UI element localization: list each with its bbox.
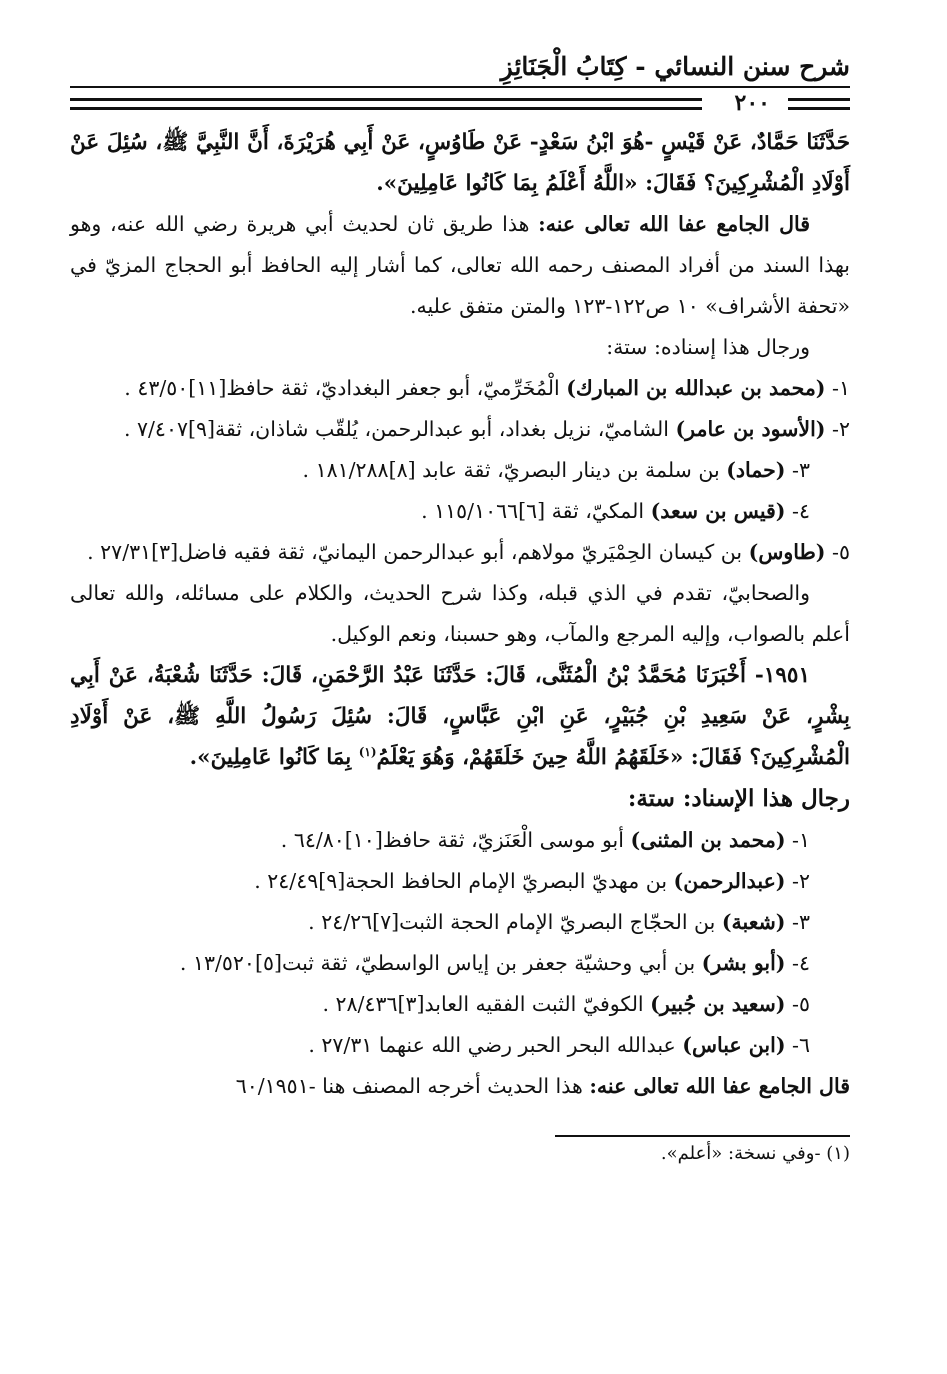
narrator-name: (شعبة) [721,910,786,934]
main-text [70,122,850,1171]
footnote-ref[interactable]: (١) [358,744,377,759]
narrator-number: ١- [792,828,810,852]
narrator-details: بن سلمة بن دينار البصريّ، ثقة عابد [٨]١٨١/٢٨٨ . [302,458,727,482]
narrator-name: (سعيد بن جُبير) [650,992,786,1016]
narrator-name: (محمد بن عبدالله بن المبارك) [566,376,826,400]
narrator-item [70,532,850,573]
narrator-details: الْمُخَرِّميّ، أبو جعفر البغداديّ، ثقة حافظ[١١]٤٣/٥٠ . [124,376,567,400]
narrator-item [70,1025,850,1066]
narrator-details: بن أبي وحشيّة جعفر بن إياس الواسطيّ، ثقة ثبت[٥]١٣/٥٢٠ . [179,951,702,975]
narrator-item [70,902,850,943]
commentary-2 [70,1066,850,1107]
narrator-item [70,368,850,409]
commentary-1-text: هذا طريق ثان لحديث أبي هريرة رضي الله عنه، وهو بهذا السند من أفراد المصنف رحمه الله تعالى، كما أشار إليه الحافظ أبو الحجاج المزيّ في «تحفة الأشراف» ١٠ ص١٢٢-١٢٣ والمتن متفق عليه. [70,212,850,318]
page-number-row [70,92,850,122]
narrator-name: (ابن عباس) [682,1033,786,1057]
narrator-number: ٣- [792,910,810,934]
running-head: شرح سنن النسائي - كِتَابُ الْجَنَائِزِ [500,52,850,81]
narrator-number: ١- [832,376,850,400]
narrator-item [70,943,850,984]
hadith-2-text-end: بِمَا كَانُوا عَامِلِينَ». [189,745,359,770]
narrator-details: الشاميّ، نزيل بغداد، أبو عبدالرحمن، يُلقّب شاذان، ثقة[٩]٧/٤٠٧ . [123,417,676,441]
header-rule [70,86,850,88]
narrator-item [70,409,850,450]
footnote: (١) -وفي نسخة: «أعلم». [660,1143,850,1164]
narrator-details: المكيّ، ثقة [٦]١١٥/١٠٦٦ . [421,499,651,523]
narrator-name: (أبو بشر) [701,951,786,975]
narrator-name: (عبدالرحمن) [673,869,786,893]
narrator-details: بن كيسان الحِمْيَريّ مولاهم، أبو عبدالرحمن اليمانيّ، ثقة فقيه فاضل[٣]٢٧/٣١ . [87,540,749,564]
narrator-number: ٥- [792,992,810,1016]
narrator-details: الكوفيّ الثبت الفقيه العابد[٣]٢٨/٤٣٦ . [322,992,651,1016]
narrator-details: بن الحجّاج البصريّ الإمام الحجة الثبت[٧]٢٤/٢٦ . [308,910,722,934]
narrator-details: أبو موسى الْعَنَزيّ، ثقة حافظ[١٠]٦٤/٨٠ . [280,828,631,852]
commentary-1 [70,204,850,327]
narrator-number: ٢- [832,417,850,441]
narrator-item [70,861,850,902]
narrator-item [70,820,850,861]
ornament-bars-left [70,98,702,110]
closing-paragraph: والصحابيّ، تقدم في الذي قبله، وكذا شرح الحديث، والكلام على مسائله، والله تعالى أعلم بالصواب، وإليه المرجع والمآب، وهو حسبنا، ونعم الوكيل. [70,581,850,646]
narrator-number: ٤- [792,951,810,975]
narrator-item [70,491,850,532]
hadith-1951 [70,655,850,778]
narrator-name: (حماد) [726,458,786,482]
narrator-details: عبدالله البحر الحبر رضي الله عنهما ٢٧/٣١ . [308,1033,683,1057]
ornament-bars-right [788,98,850,110]
narrator-number: ٣- [792,458,810,482]
narrator-name: (طاوس) [748,540,826,564]
isnad-2-heading: رجال هذا الإسناد: ستة: [627,785,850,812]
hadith-1-line-1: حَدَّثَنَا حَمَّادٌ، عَنْ قَيْسٍ -هُوَ ابْنُ سَعْدٍ- عَنْ طَاوُسٍ، عَنْ أَبِي هُرَيْرَةَ، أَنَّ النَّبِيَّ ﷺ، سُئِلَ [106,130,850,155]
narrator-number: ٦- [792,1033,810,1057]
narrator-number: ٤- [792,499,810,523]
page-number: ٢٠٠ [734,90,770,116]
narrator-number: ٢- [792,869,810,893]
narrator-details: بن مهديّ البصريّ الإمام الحافظ الحجة[٩]٢٤/٤٩ . [254,869,674,893]
narrator-name: (قيس بن سعد) [650,499,786,523]
commentary-2-lead: قال الجامع عفا الله تعالى عنه: [589,1074,850,1098]
narrator-item [70,450,850,491]
page-header [70,48,850,90]
page [70,48,850,1348]
narrator-item [70,984,850,1025]
hadith-1 [70,122,850,204]
isnad-1-intro: ورجال هذا إسناده: ستة: [606,335,810,359]
narrator-number: ٥- [832,540,850,564]
hadith-1-line-2: عَنْ أَوْلَادِ الْمُشْرِكِينَ؟ فَقَالَ: «اللَّهُ أَعْلَمُ بِمَا كَانُوا عَامِلِينَ». [70,130,850,196]
commentary-2-text: هذا الحديث أخرجه المصنف هنا -٦٠/١٩٥١ [235,1074,590,1098]
narrator-name: (الأسود بن عامر) [675,417,826,441]
commentary-1-lead: قال الجامع عفا الله تعالى عنه: [538,212,811,236]
narrator-name: (محمد بن المثنى) [630,828,786,852]
hadith-2-text: ١٩٥١- أَخْبَرَنَا مُحَمَّدُ بْنُ الْمُثَنَّى، قَالَ: حَدَّثَنَا عَبْدُ الرَّحْمَنِ، قَالَ: حَدَّثَنَا شُعْبَةُ، عَنْ أَبِي بِشْرٍ، عَنْ سَعِيدِ بْنِ جُبَيْرٍ، عَنِ ابْنِ عَبَّاسٍ، قَالَ: سُئِلَ رَسُولُ اللَّهِ ﷺ، عَنْ أَوْلَادِ الْمُشْرِكِينَ؟ فَقَالَ: «خَلَقَهُمُ اللَّهُ حِينَ خَلَقَهُمْ، وَهُوَ يَعْلَمُ [70,663,850,770]
